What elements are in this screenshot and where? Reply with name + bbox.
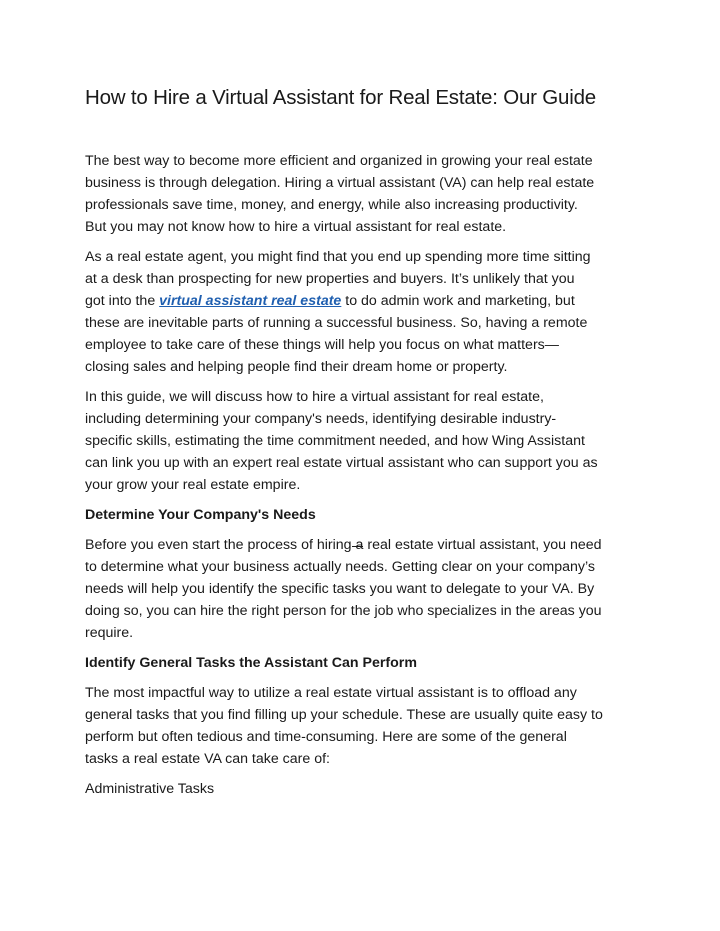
paragraph-line: The most impactful way to utilize a real estate virtual assistant is to offload any — [85, 685, 577, 701]
paragraph-line: professionals save time, money, and energy, while also increasing productivity. — [85, 197, 578, 213]
section-heading-company-needs: Determine Your Company's Needs — [85, 507, 316, 523]
paragraph-line: specific skills, estimating the time commitment needed, and how Wing Assistant — [85, 433, 585, 449]
paragraph-line: perform but often tedious and time-consuming. Here are some of the general — [85, 729, 567, 745]
general-tasks-paragraph — [85, 682, 645, 770]
virtual-assistant-real-estate-link[interactable]: virtual assistant real estate — [159, 293, 342, 309]
paragraph-line: your grow your real estate empire. — [85, 477, 301, 493]
paragraph-line: including determining your company's needs, identifying desirable industry- — [85, 411, 557, 427]
document-page — [85, 86, 645, 814]
paragraph-text: real estate virtual assistant, you need — [363, 537, 602, 553]
paragraph-line — [85, 534, 645, 556]
paragraph-line: closing sales and helping people find their dream home or property. — [85, 359, 508, 375]
paragraph-line: to determine what your business actually needs. Getting clear on your company’s — [85, 559, 595, 575]
paragraph-line: But you may not know how to hire a virtual assistant for real estate. — [85, 219, 507, 235]
paragraph-line: needs will help you identify the specific tasks you want to delegate to your VA. By — [85, 581, 595, 597]
paragraph-line: doing so, you can hire the right person for the job who specializes in the areas you — [85, 603, 602, 619]
guide-paragraph — [85, 386, 645, 496]
document-title: How to Hire a Virtual Assistant for Real Estate: Our Guide — [85, 86, 597, 109]
intro-paragraph — [85, 150, 645, 238]
paragraph-text: to do admin work and marketing, but — [341, 293, 575, 309]
paragraph-line: In this guide, we will discuss how to hire a virtual assistant for real estate, — [85, 389, 544, 405]
paragraph-text: got into the — [85, 293, 160, 309]
paragraph-text: Before you even start the process of hiring — [85, 537, 352, 553]
paragraph-line: general tasks that you find filling up your schedule. These are usually quite easy to — [85, 707, 603, 723]
paragraph-line — [85, 290, 645, 312]
agent-paragraph — [85, 246, 645, 378]
struck-text: a — [351, 537, 364, 553]
paragraph-line: these are inevitable parts of running a successful business. So, having a remote — [85, 315, 588, 331]
paragraph-line: tasks a real estate VA can take care of: — [85, 751, 330, 767]
section-heading-general-tasks: Identify General Tasks the Assistant Can Perform — [85, 655, 417, 671]
paragraph-line: As a real estate agent, you might find that you end up spending more time sitting — [85, 249, 591, 265]
paragraph-line: The best way to become more efficient and organized in growing your real estate — [85, 153, 593, 169]
paragraph-line: can link you up with an expert real estate virtual assistant who can support you as — [85, 455, 598, 471]
paragraph-line: require. — [85, 625, 134, 641]
paragraph-line: business is through delegation. Hiring a virtual assistant (VA) can help real estate — [85, 175, 595, 191]
administrative-tasks-label: Administrative Tasks — [85, 781, 215, 797]
paragraph-line: employee to take care of these things will help you focus on what matters— — [85, 337, 559, 353]
paragraph-line: at a desk than prospecting for new properties and buyers. It’s unlikely that you — [85, 271, 575, 287]
company-needs-paragraph — [85, 534, 645, 644]
